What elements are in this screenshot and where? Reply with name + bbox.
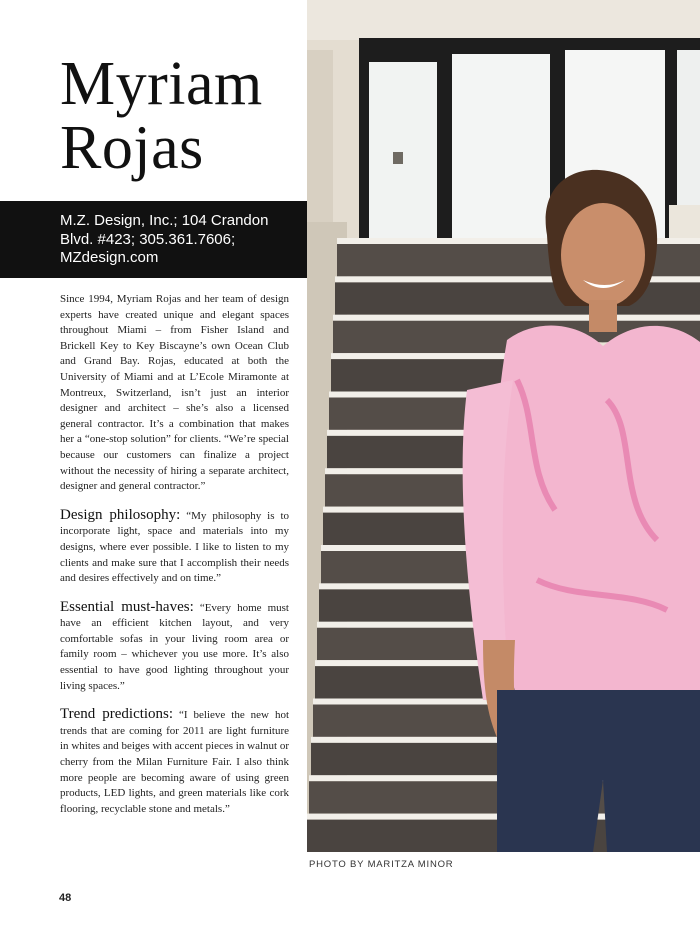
portrait-illustration (307, 0, 700, 852)
article-title (60, 52, 300, 180)
section-trend-predictions (60, 707, 289, 817)
section-design-philosophy (60, 508, 289, 587)
title-first-name: Myriam (60, 50, 263, 118)
section-text: “Every home must have an efficient kitchen layout, and very comfortable sofas in your living room area or family room – whichever you use more. It’s also essential to have good lighting throughout your living spaces.” (60, 601, 289, 692)
section-text: “My philosophy is to incorporate light, space and materials into my designs, where ever possible. I like to listen to my clients and make sure that I accomplish their needs and desires effectively and on time.” (60, 509, 290, 585)
photo-credit: PHOTO BY MARITZA MINOR (309, 859, 454, 870)
section-essential-must-haves (60, 600, 289, 695)
section-heading: Essential must-haves: (60, 598, 194, 615)
section-heading: Trend predictions: (60, 706, 174, 723)
intro-paragraph: Since 1994, Myriam Rojas and her team of design experts have created unique and elegant spaces throughout Miami – from Fisher Island and Brickell Key to Key Biscayne’s own Ocean Club and Grand Bay. Rojas, educated at both the University of Miami and at L’Ecole Miramonte at Montreux, Switzerland, isn’t just an interior designer and architect – she’s also a licensed general contractor. It’s a combination that makes her a “one-stop solution” for clients. “We’re special because our customers can finalize a project without the necessity of hiring a separate architect, designer and general contractor.” (60, 293, 289, 493)
section-heading: Design philosophy: (60, 506, 181, 523)
title-last-name: Rojas (60, 114, 204, 182)
portrait-photo (307, 0, 700, 852)
article-body (60, 292, 289, 830)
section-text: “I believe the new hot trends that are coming for 2011 are light furniture in whites and beiges with accent pieces in walnut or cherry from the Milan Furniture Fair. I also think more people are becoming aware of using green products, LED lights, and green materials like cork flooring, recyclable stone and metals.” (60, 709, 290, 815)
stair-tread (333, 315, 700, 321)
contact-info: M.Z. Design, Inc.; 104 Crandon Blvd. #423; 305.361.7606; MZdesign.com (60, 212, 269, 266)
page-number: 48 (59, 892, 72, 904)
